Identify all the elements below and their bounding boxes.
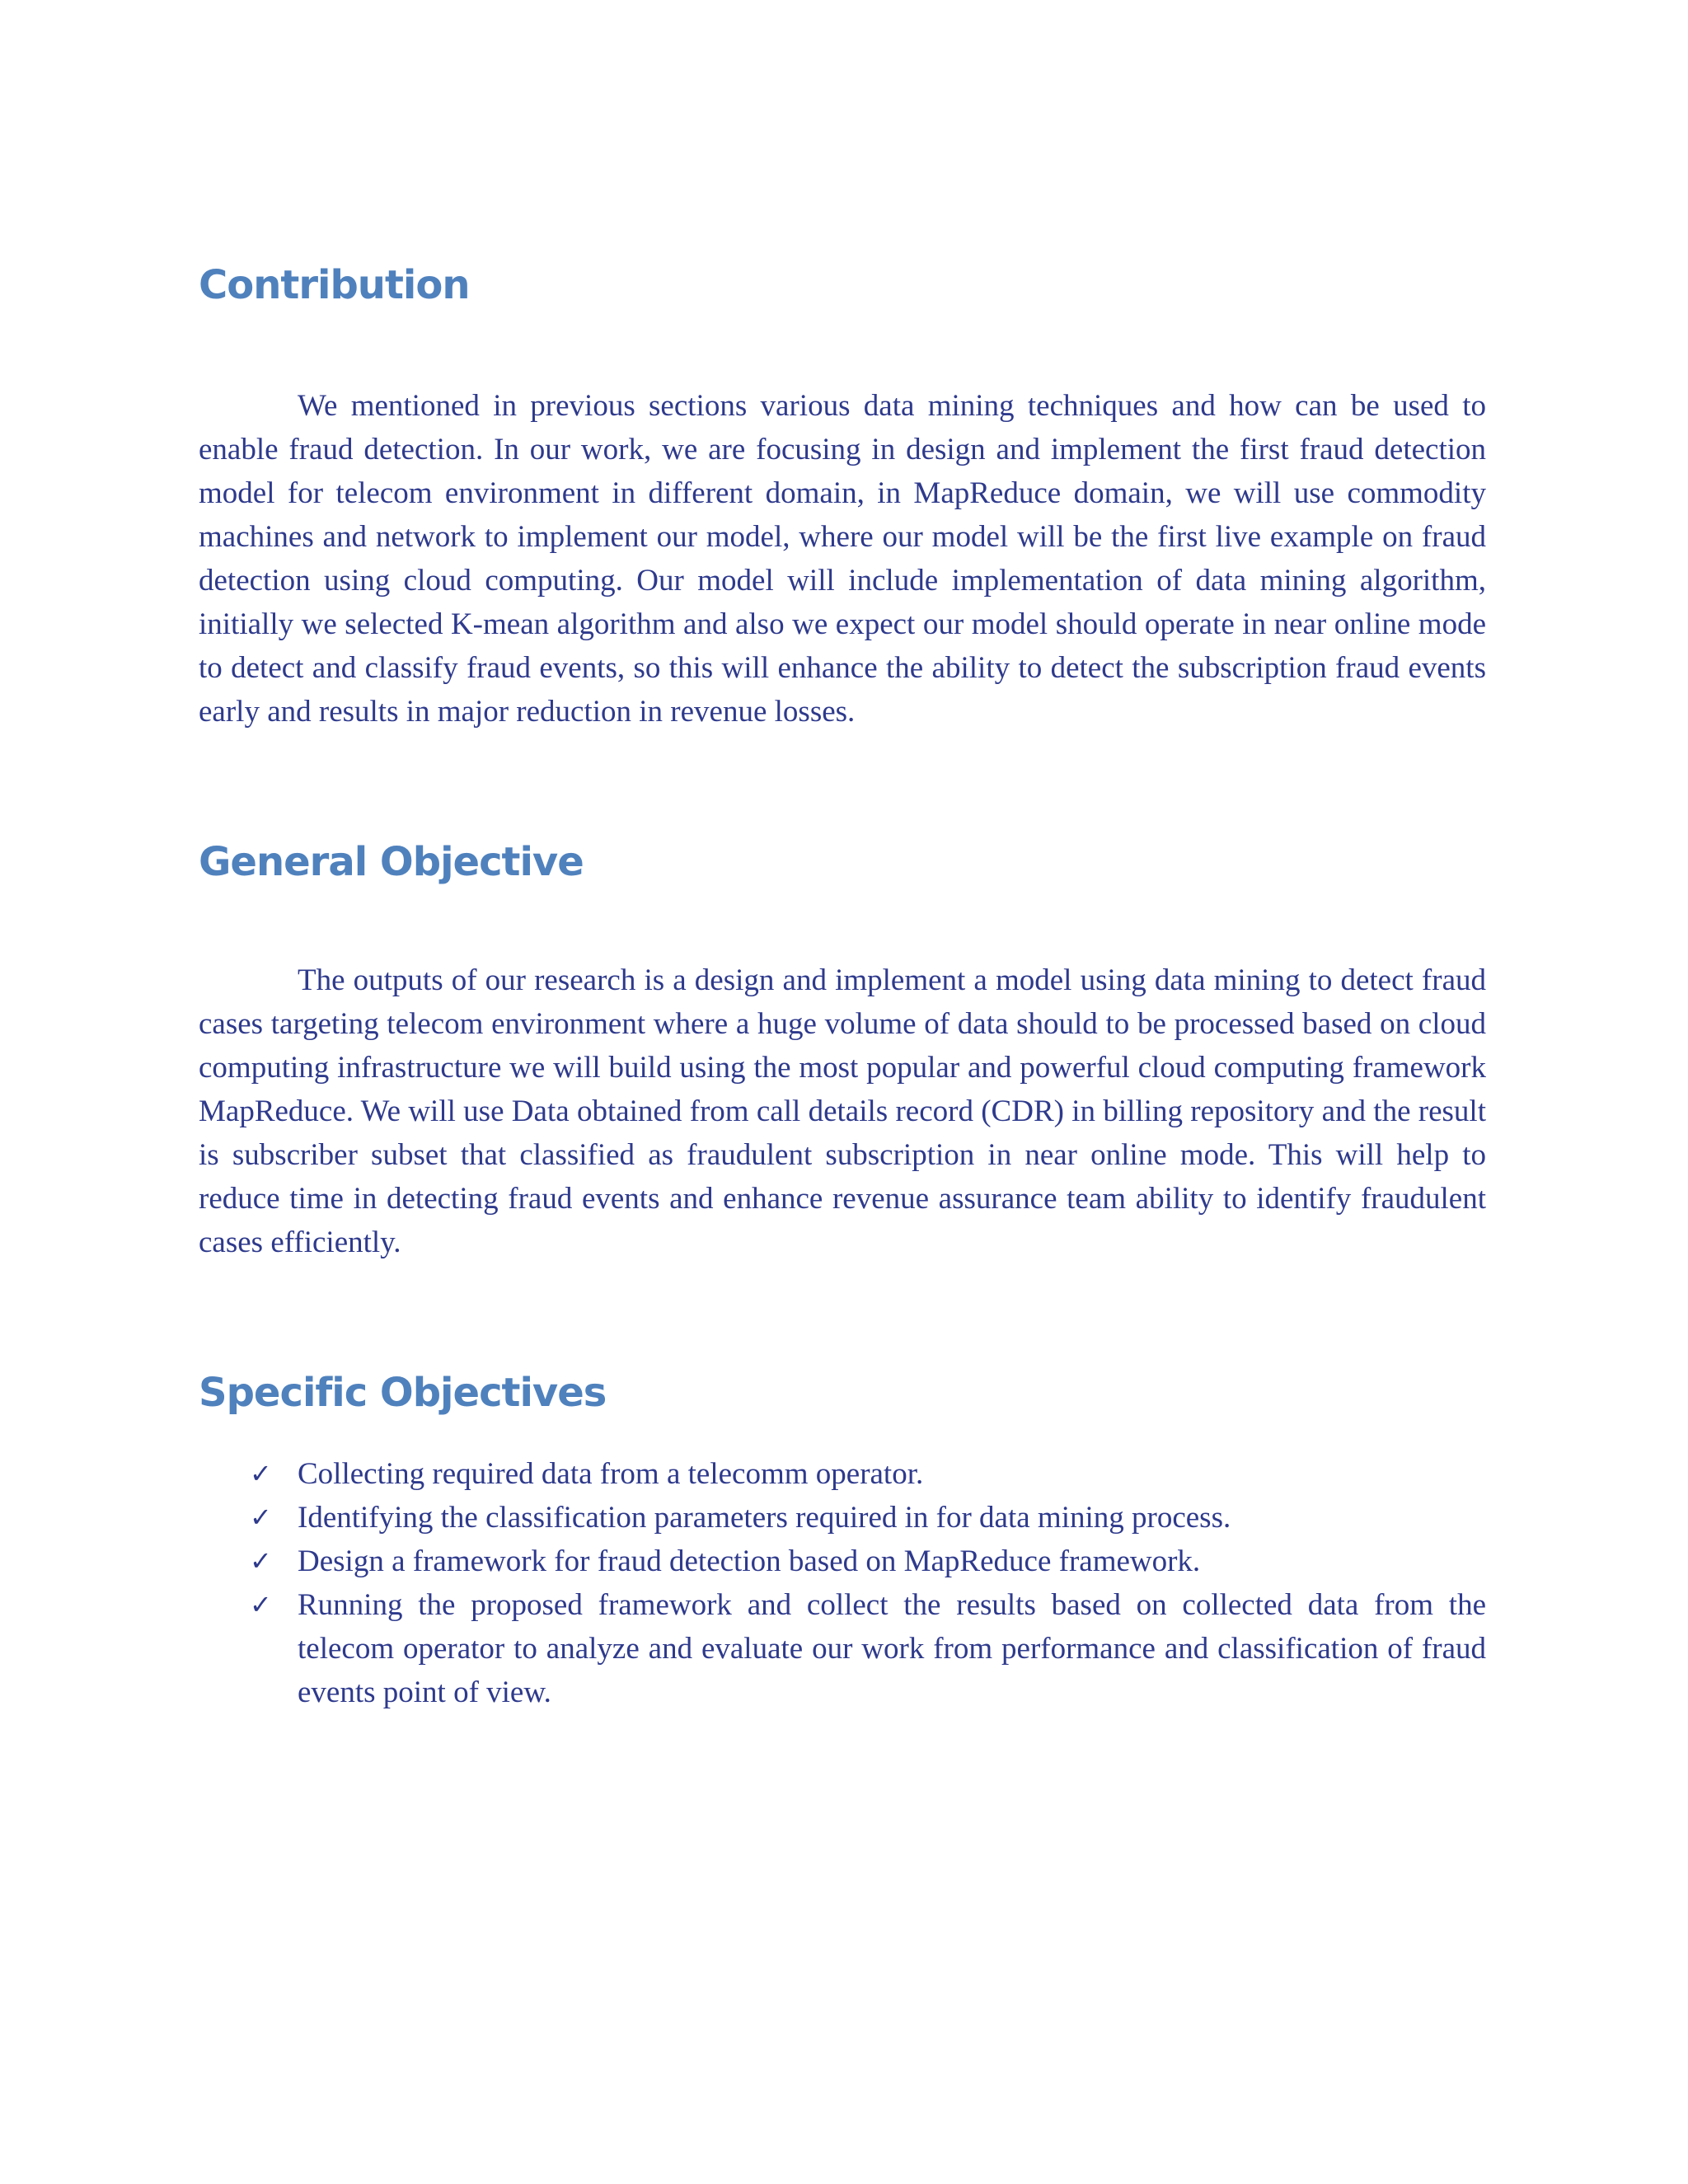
checkmark-icon: ✓ — [250, 1544, 272, 1577]
list-item-text: Running the proposed framework and collect the results based on collected data from the telecom operator to analyze and evaluate our work from performance and classification of fraud events point of view. — [298, 1587, 1486, 1709]
page-content — [199, 262, 1486, 1714]
heading-specific-objectives: Specific Objectives — [199, 1370, 607, 1417]
list-item-text: Design a framework for fraud detection based on MapReduce framework. — [298, 1544, 1201, 1578]
list-item — [250, 1583, 1486, 1714]
list-item-text: Collecting required data from a telecomm operator. — [298, 1456, 924, 1491]
checkmark-icon: ✓ — [250, 1588, 272, 1620]
list-item-text: Identifying the classification parameters required in for data mining process. — [298, 1500, 1231, 1535]
heading-contribution: Contribution — [199, 262, 470, 308]
list-item — [250, 1496, 1486, 1540]
list-item — [250, 1452, 1486, 1496]
checkmark-icon: ✓ — [250, 1457, 272, 1489]
specific-objectives-list — [199, 1452, 1486, 1714]
list-item — [250, 1540, 1486, 1583]
paragraph-contribution: We mentioned in previous sections various data mining techniques and how can be used to enable fraud detection. In our work, we are focusing in design and implement the first fraud detection model for telecom environment in different domain, in MapReduce domain, we will use commodity machines and network to implement our model, where our model will be the first live example on fraud detection using cloud computing. Our model will include implementation of data mining algorithm, initially we selected K-mean algorithm and also we expect our model should operate in near online mode to detect and classify fraud events, so this will enhance the ability to detect the subscription fraud events early and results in major reduction in revenue losses. — [199, 388, 1486, 729]
checkmark-icon: ✓ — [250, 1501, 272, 1533]
paragraph-general-objective: The outputs of our research is a design and implement a model using data mining to detect fraud cases targeting telecom environment where a huge volume of data should to be processed based on cloud computing infrastructure we will build using the most popular and powerful cloud computing framework MapReduce. We will use Data obtained from call details record (CDR) in billing repository and the result is subscriber subset that classified as fraudulent subscription in near online mode. This will help to reduce time in detecting fraud events and enhance revenue assurance team ability to identify fraudulent cases efficiently. — [199, 963, 1486, 1260]
heading-general-objective: General Objective — [199, 838, 584, 885]
